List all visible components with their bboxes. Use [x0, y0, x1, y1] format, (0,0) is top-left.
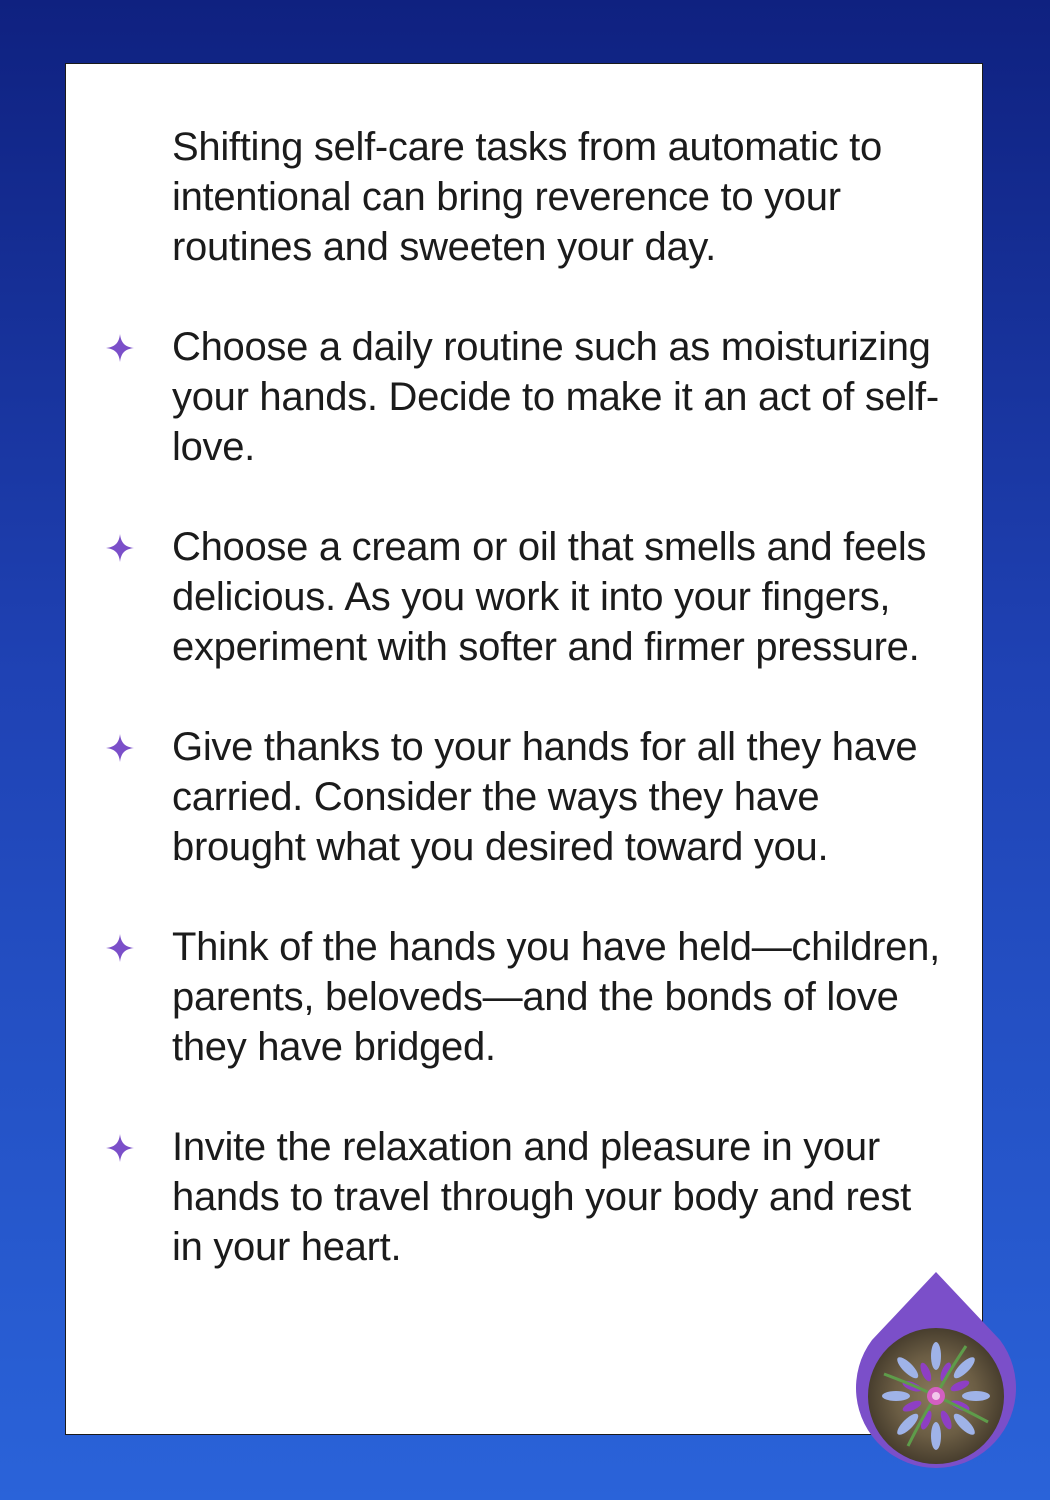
list-item-text: Choose a daily routine such as moisturizing your hands. Decide to make it an act of self-love.: [172, 325, 939, 469]
list-item-text: Think of the hands you have held—children, parents, beloveds—and the bonds of love they have bridged.: [172, 925, 940, 1069]
list-item-text: Choose a cream or oil that smells and feels delicious. As you work it into your fingers, experiment with softer and firmer pressure.: [172, 525, 927, 669]
tips-list: [66, 322, 982, 1322]
sparkle-icon: [104, 732, 136, 764]
sparkle-icon: [104, 1132, 136, 1164]
list-item: [66, 522, 982, 672]
list-item-text: Give thanks to your hands for all they have carried. Consider the ways they have brought what you desired toward you.: [172, 725, 918, 869]
flower-mandala-icon: [882, 1342, 990, 1450]
list-item: [66, 922, 982, 1072]
intro-paragraph: Shifting self-care tasks from automatic to intentional can bring reverence to your routines and sweeten your day.: [172, 125, 882, 269]
list-item: [66, 722, 982, 872]
content-card: [65, 63, 983, 1435]
flower-mandala-badge: [850, 1270, 1022, 1478]
list-item: [66, 322, 982, 472]
list-item-text: Invite the relaxation and pleasure in your hands to travel through your body and rest in your heart.: [172, 1125, 911, 1269]
sparkle-icon: [104, 932, 136, 964]
sparkle-icon: [104, 332, 136, 364]
sparkle-icon: [104, 532, 136, 564]
list-item: [66, 1122, 982, 1272]
